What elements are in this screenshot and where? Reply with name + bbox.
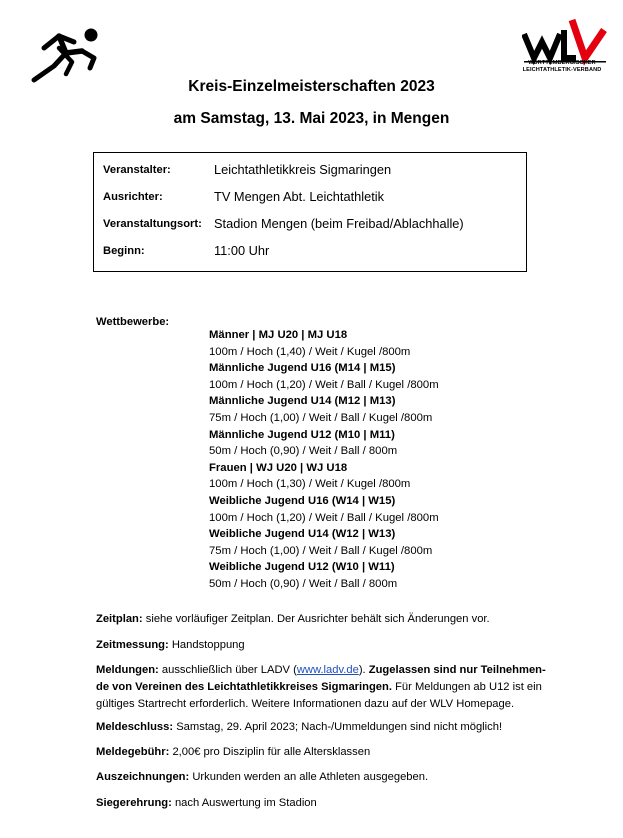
registration-text-after-link: ). bbox=[358, 664, 369, 676]
ceremony-label: Siegerehrung: bbox=[96, 797, 172, 809]
fee-text: 2,00€ pro Disziplin für alle Altersklassen bbox=[169, 746, 371, 758]
registration-line-1 bbox=[96, 662, 546, 679]
info-label: Veranstalter: bbox=[103, 164, 171, 176]
schedule-label: Zeitplan: bbox=[96, 613, 143, 625]
competition-heading: Männer | MJ U20 | MJ U18 bbox=[209, 329, 348, 341]
deadline-paragraph bbox=[96, 719, 546, 736]
page-title: Kreis-Einzelmeisterschaften 2023 bbox=[188, 78, 435, 95]
ladv-link[interactable]: www.ladv.de bbox=[296, 664, 359, 676]
competition-events: 100m / Hoch (1,30) / Weit / Kugel /800m bbox=[209, 478, 411, 491]
event-info-box bbox=[93, 152, 527, 272]
schedule-paragraph bbox=[96, 611, 546, 628]
wlv-subtitle-line2: LEICHTATHLETIK-VERBAND bbox=[522, 66, 602, 73]
registration-line-2 bbox=[96, 679, 546, 696]
deadline-text: Samstag, 29. April 2023; Nach-/Ummeldungen sind nicht möglich! bbox=[173, 721, 503, 733]
registration-paragraph bbox=[96, 662, 546, 713]
competitions-list bbox=[209, 327, 509, 593]
info-value: Stadion Mengen (beim Freibad/Ablachhalle) bbox=[214, 216, 464, 231]
competition-heading: Weibliche Jugend U14 (W12 | W13) bbox=[209, 528, 396, 541]
runner-logo bbox=[26, 18, 106, 84]
wlv-logo-subtitle bbox=[512, 60, 612, 73]
competition-events: 100m / Hoch (1,20) / Weit / Ball / Kugel /800m bbox=[209, 378, 439, 391]
info-label: Veranstaltungsort: bbox=[103, 218, 202, 230]
competition-events: 50m / Hoch (0,90) / Weit / Ball / 800m bbox=[209, 577, 398, 590]
competition-events: 100m / Hoch (1,40) / Weit / Kugel /800m bbox=[209, 345, 411, 358]
competition-events: 50m / Hoch (0,90) / Weit / Ball / 800m bbox=[209, 445, 398, 458]
ceremony-text: nach Auswertung im Stadion bbox=[171, 797, 317, 809]
competition-events: 75m / Hoch (1,00) / Weit / Ball / Kugel /800m bbox=[209, 544, 433, 557]
timing-paragraph bbox=[96, 637, 546, 654]
fee-paragraph bbox=[96, 744, 546, 761]
ceremony-paragraph bbox=[96, 795, 546, 812]
info-label: Ausrichter: bbox=[103, 191, 163, 203]
competition-events: 75m / Hoch (1,00) / Weit / Ball / Kugel /800m bbox=[209, 411, 433, 424]
registration-line-3: gültiges Startrecht erforderlich. Weitere Informationen dazu auf der WLV Homepage. bbox=[96, 698, 515, 710]
wlv-logo bbox=[522, 18, 608, 84]
timing-text: Handstoppung bbox=[168, 639, 245, 651]
competition-heading: Weibliche Jugend U16 (W14 | W15) bbox=[209, 494, 396, 507]
fee-label: Meldegebühr: bbox=[96, 746, 170, 758]
registration-text: ausschließlich über LADV ( bbox=[158, 664, 297, 676]
info-value: 11:00 Uhr bbox=[214, 243, 270, 258]
awards-text: Urkunden werden an alle Athleten ausgegeben. bbox=[189, 771, 429, 783]
registration-label: Meldungen: bbox=[96, 664, 159, 676]
awards-paragraph bbox=[96, 769, 546, 786]
competition-heading: Weibliche Jugend U12 (W10 | W11) bbox=[209, 561, 395, 574]
page-subtitle: am Samstag, 13. Mai 2023, in Mengen bbox=[173, 110, 450, 127]
deadline-label: Meldeschluss: bbox=[96, 721, 174, 733]
competitions-label: Wettbewerbe: bbox=[96, 316, 170, 328]
info-label: Beginn: bbox=[103, 245, 145, 257]
registration-eligibility-2: de von Vereinen des Leichtathletikkreises Sigmaringen. bbox=[96, 681, 392, 693]
wlv-subtitle-line1: WÜRTTEMBERGISCHER bbox=[528, 60, 596, 66]
awards-label: Auszeichnungen: bbox=[96, 771, 190, 783]
schedule-text: siehe vorläufiger Zeitplan. Der Ausrichter behält sich Änderungen vor. bbox=[142, 613, 490, 625]
competition-heading: Männliche Jugend U16 (M14 | M15) bbox=[209, 362, 396, 375]
competition-heading: Männliche Jugend U14 (M12 | M13) bbox=[209, 395, 396, 408]
registration-eligibility-1: Zugelassen sind nur Teilnehmen- bbox=[368, 664, 546, 676]
competition-events: 100m / Hoch (1,20) / Weit / Ball / Kugel /800m bbox=[209, 511, 439, 524]
registration-line-2-rest: Für Meldungen ab U12 ist ein bbox=[391, 681, 542, 693]
timing-label: Zeitmessung: bbox=[96, 639, 169, 651]
competition-heading: Frauen | WJ U20 | WJ U18 bbox=[209, 461, 348, 474]
competition-heading: Männliche Jugend U12 (M10 | M11) bbox=[209, 428, 395, 441]
info-value: Leichtathletikkreis Sigmaringen bbox=[214, 162, 392, 177]
info-value: TV Mengen Abt. Leichtathletik bbox=[214, 189, 385, 204]
